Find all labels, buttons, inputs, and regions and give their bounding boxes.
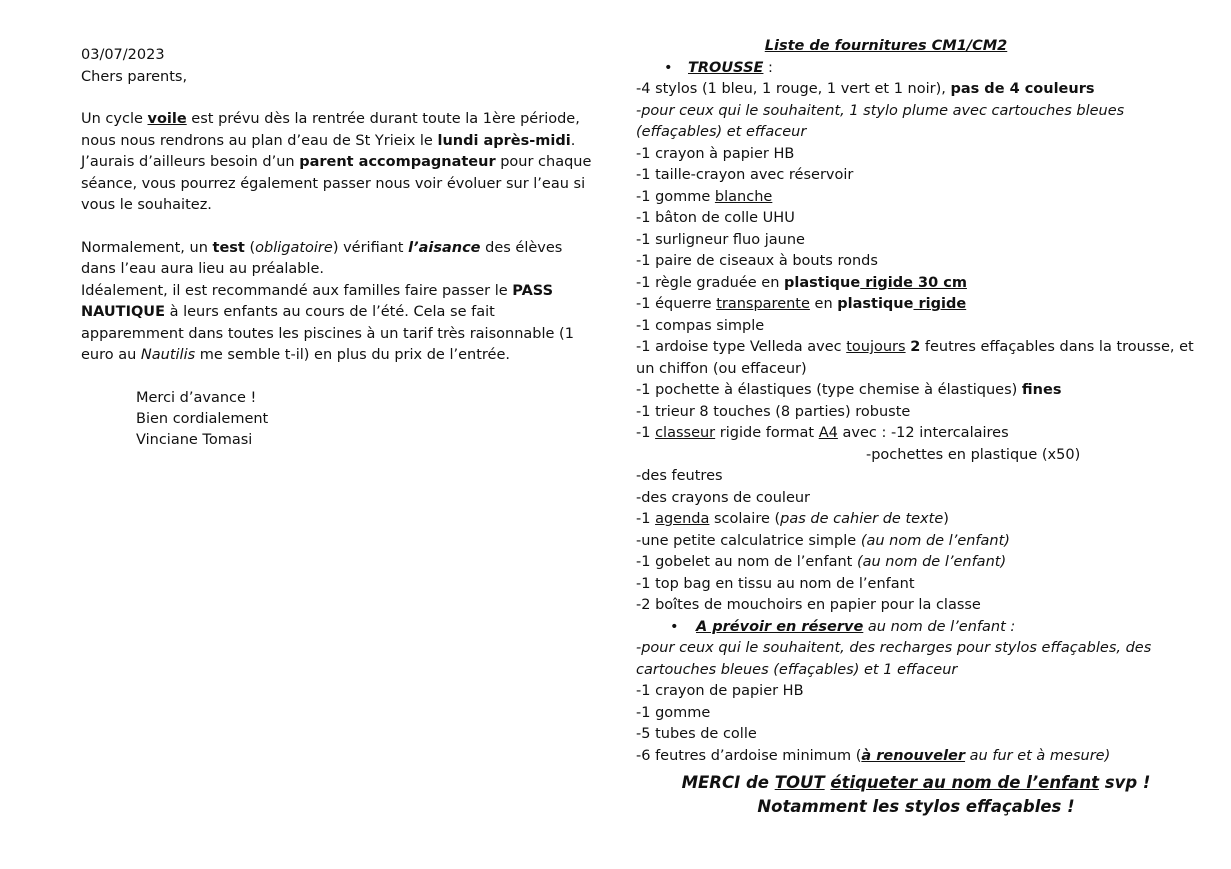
letter-date: 03/07/2023 <box>81 47 165 63</box>
list-item: -1 compas simple <box>636 317 765 334</box>
text: est prévu dès la rentrée durant toute la 1ère période, nous nous rendrons au plan d’eau de St Yrieix le <box>81 111 580 149</box>
list-item: -1 gomme <box>636 704 711 721</box>
text: ( <box>244 239 256 256</box>
text: MERCI de <box>681 773 775 792</box>
list-item <box>636 294 1196 316</box>
text: ) vérifiant <box>332 239 409 256</box>
list-item: -2 boîtes de mouchoirs en papier pour la classe <box>636 597 981 613</box>
list-item: -1 taille-crayon avec réservoir <box>636 167 854 183</box>
list-item: -1 crayon à papier HB <box>636 145 795 162</box>
list-item <box>636 273 1196 295</box>
parent-letter <box>81 45 601 451</box>
text: étiqueter au nom de l’enfant <box>830 773 1100 792</box>
text: au nom de l’enfant : <box>863 618 1016 635</box>
text: transparente <box>716 296 810 312</box>
list-item: -des crayons de couleur <box>636 489 811 506</box>
list-item <box>636 746 1196 768</box>
letter-signature <box>136 388 601 451</box>
list-item: -1 paire de ciseaux à bouts ronds <box>636 253 878 269</box>
text: pas de cahier de texte <box>780 511 944 527</box>
text-lundi: lundi après-midi <box>437 132 571 149</box>
letter-paragraph-voile <box>81 109 601 217</box>
text: scolaire ( <box>709 511 781 527</box>
text: -1 <box>636 511 656 527</box>
text: Normalement, un <box>81 239 213 256</box>
text: -une petite calculatrice simple <box>636 532 861 549</box>
text: 2 <box>910 339 921 355</box>
section-reserve <box>636 617 1196 639</box>
text: agenda <box>655 511 710 527</box>
text: svp ! <box>1099 773 1151 792</box>
text: (au nom de l’enfant) <box>856 554 1007 570</box>
text: -1 ardoise type Velleda avec <box>636 339 847 355</box>
list-item <box>636 423 1196 445</box>
text: TOUT <box>774 773 825 792</box>
text: à leurs enfants au cours de l’été. Cela se fait apparemment dans toutes les piscines à un tarif très raisonnable (1 euro au <box>81 304 574 363</box>
text: Un cycle <box>81 111 148 127</box>
text: ) <box>943 511 949 527</box>
text: classeur <box>655 425 716 441</box>
text: Idéalement, il est recommandé aux familles faire passer le <box>81 282 513 299</box>
supply-list <box>636 36 1196 819</box>
list-item <box>636 509 1196 531</box>
text-nautilis: Nautilis <box>140 347 196 363</box>
text: au fur et à mesure) <box>965 747 1111 764</box>
text: me semble t-il) en plus du prix de l’entrée. <box>195 347 510 363</box>
text: fines <box>1021 382 1062 398</box>
list-item <box>636 531 1196 553</box>
list-item: -1 trieur 8 touches (8 parties) robuste <box>636 403 911 420</box>
text: pas de 4 couleurs <box>950 81 1095 97</box>
list-item: -pour ceux qui le souhaitent, des recharges pour stylos effaçables, des cartouches bleues (effaçables) et 1 effaceur <box>636 640 1152 678</box>
list-item: -1 top bag en tissu au nom de l’enfant <box>636 575 915 592</box>
text: -4 stylos (1 bleu, 1 rouge, 1 vert et 1 noir), <box>636 81 951 97</box>
text: rigide format <box>715 425 819 441</box>
text: des élèves dans l’eau aura lieu au préalable. <box>81 239 563 277</box>
text-voile: voile <box>147 111 187 127</box>
text: rigide <box>913 296 967 312</box>
text: -1 règle graduée en <box>636 274 785 291</box>
list-item: -pour ceux qui le souhaitent, 1 stylo plume avec cartouches bleues (effaçables) et effaceur <box>636 102 1125 140</box>
text-aisance: l’aisance <box>408 239 481 256</box>
text-parent-accompagnateur: parent accompagnateur <box>299 154 496 170</box>
notamment-stylos: Notamment les stylos effaçables ! <box>757 797 1075 816</box>
list-item <box>636 337 1196 380</box>
list-item <box>636 79 1196 101</box>
text-pass-nautique: PASS NAUTIQUE <box>81 282 554 320</box>
list-item: -1 crayon de papier HB <box>636 683 804 699</box>
section-heading: A prévoir en réserve <box>696 618 864 635</box>
text: feutres effaçables dans la trousse, et un chiffon (ou effaceur) <box>636 339 1194 377</box>
text: -1 pochette à élastiques (type chemise à élastiques) <box>636 382 1022 398</box>
text: plastique <box>837 296 914 312</box>
merci-etiqueter <box>636 771 1196 795</box>
text: -1 gobelet au nom de l’enfant <box>636 554 857 570</box>
section-trousse <box>636 58 1196 80</box>
text-test: test <box>212 239 245 256</box>
letter-paragraph-test <box>81 238 601 281</box>
text: en <box>809 296 838 312</box>
text: rigide 30 cm <box>860 274 967 291</box>
text: A4 <box>818 425 838 441</box>
list-item <box>636 380 1196 402</box>
text: : <box>763 59 773 76</box>
text: (au nom de l’enfant) <box>860 532 1010 549</box>
list-item: -pochettes en plastique (x50) <box>866 446 1081 463</box>
text: toujours <box>846 339 906 355</box>
signature-line: Merci d’avance ! <box>136 389 257 406</box>
letter-paragraph-pass-nautique <box>81 281 601 367</box>
signature-name: Vinciane Tomasi <box>136 431 253 448</box>
list-item: -1 bâton de colle UHU <box>636 210 795 226</box>
letter-greeting: Chers parents, <box>81 68 188 85</box>
text: plastique <box>784 274 861 291</box>
text: -6 feutres d’ardoise minimum ( <box>636 747 862 764</box>
list-item <box>636 187 1196 209</box>
text: -1 équerre <box>636 296 717 312</box>
list-item: -des feutres <box>636 468 723 484</box>
text: -1 <box>636 425 656 441</box>
text: avec : -12 intercalaires <box>837 425 1009 441</box>
text: -1 gomme <box>636 188 715 205</box>
signature-line: Bien cordialement <box>136 410 269 427</box>
text: à renouveler <box>861 747 966 764</box>
section-heading: TROUSSE <box>688 59 764 76</box>
list-item <box>636 552 1196 574</box>
list-item: -1 surligneur fluo jaune <box>636 231 805 248</box>
text: blanche <box>714 188 773 205</box>
text: pour chaque séance, vous pourrez également passer nous voir évoluer sur l’eau si vous le souhaitez. <box>81 154 592 213</box>
text: . J’aurais d’ailleurs besoin d’un <box>81 132 576 170</box>
text-obligatoire: obligatoire <box>255 239 333 256</box>
list-item: -5 tubes de colle <box>636 726 757 742</box>
supply-list-title: Liste de fournitures CM1/CM2 <box>764 38 1008 54</box>
